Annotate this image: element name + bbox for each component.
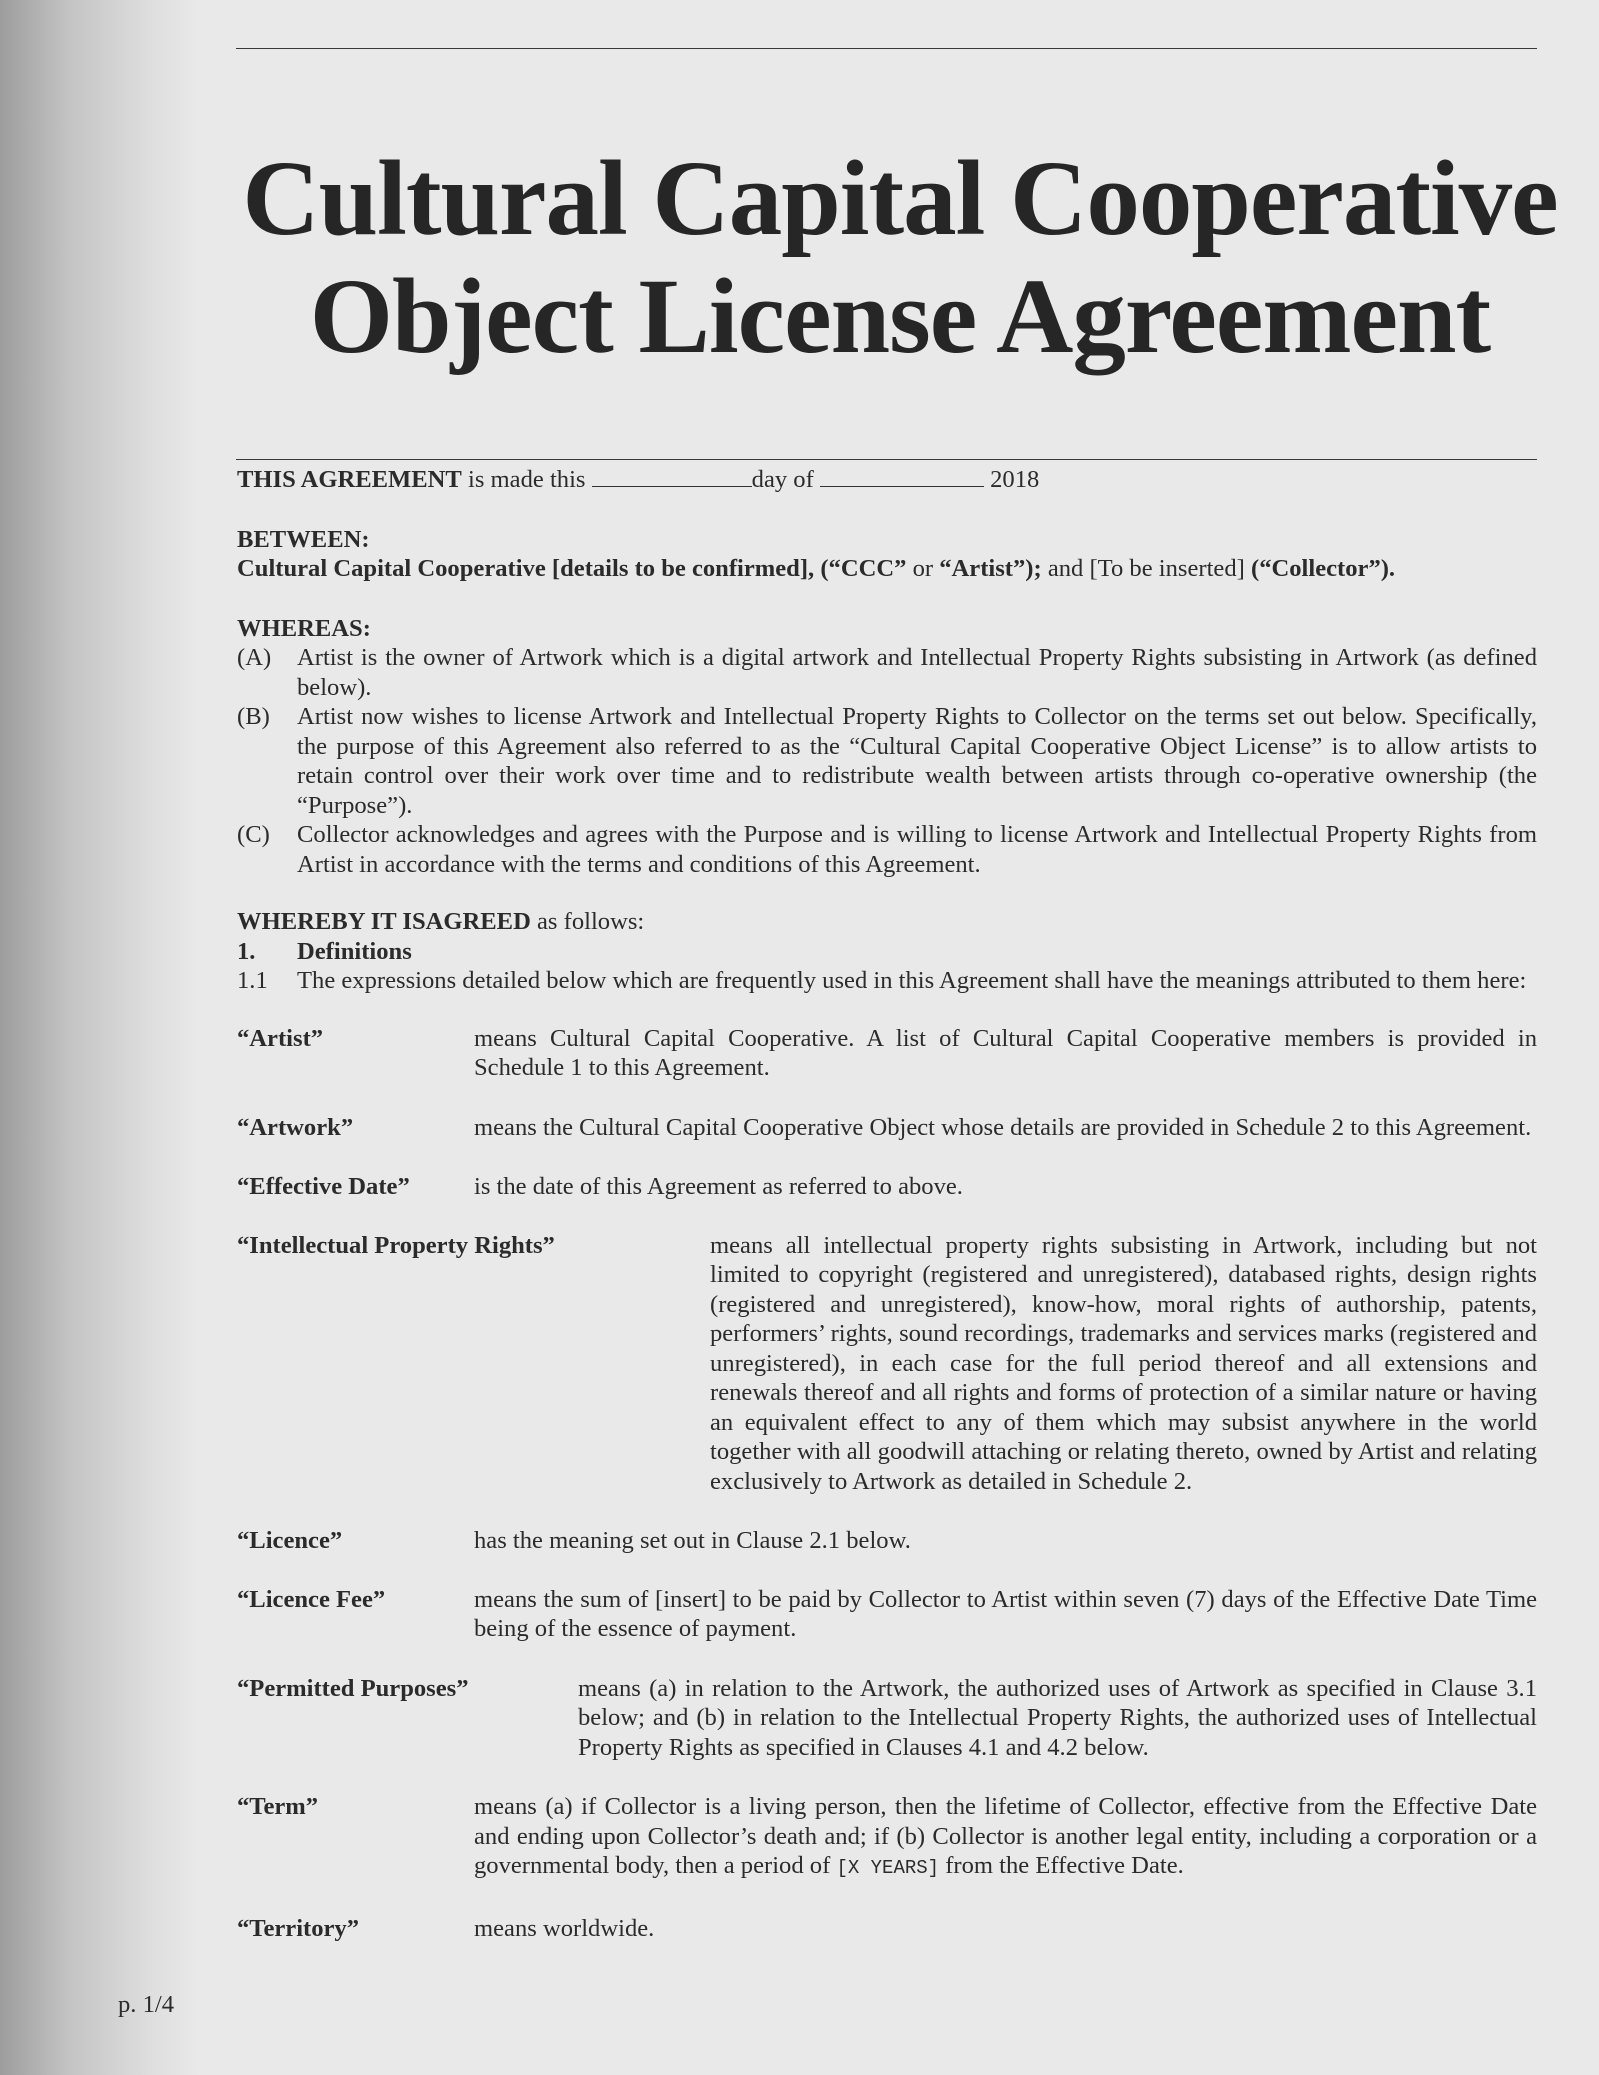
definition-term: “Permitted Purposes” (237, 1674, 469, 1702)
between-heading: BETWEEN: (237, 525, 370, 553)
definition-meaning: means the sum of [insert] to be paid by Collector to Artist within seven (7) days of the Effective Date Time being of the essence of payment. (474, 1585, 1537, 1642)
party-and: and [To be inserted] (1047, 555, 1245, 582)
section-heading (237, 937, 1537, 967)
recital (237, 820, 1537, 879)
definition-term: “Effective Date” (237, 1173, 410, 1200)
definition-artist (237, 1024, 1537, 1083)
definition-meaning: is the date of this Agreement as referred to above. (474, 1173, 963, 1200)
recital (237, 643, 1537, 702)
definition-term-period (237, 1792, 1537, 1884)
definition-territory (237, 1914, 1537, 1944)
day-blank (592, 464, 752, 487)
agreement-year: 2018 (990, 466, 1040, 493)
definition-term: “Intellectual Property Rights” (237, 1231, 555, 1259)
recital-text: Collector acknowledges and agrees with the Purpose and is willing to license Artwork and Intellectual Property Rights from Artist in accordance with the terms and conditions of this Agreement. (297, 821, 1537, 878)
definition-term: “Licence” (237, 1527, 343, 1554)
definition-term: “Artwork” (237, 1113, 354, 1141)
page-number: p. 1/4 (118, 1991, 175, 2018)
party-collector: (“Collector”). (1251, 555, 1396, 582)
definition-meaning: means all intellectual property rights subsisting in Artwork, including but not limited to copyright (registered and unregistered), databased rights, design rights (registered and unregistered), know-how, moral rights of authorship, patents, performers’ rights, sound recordings, trademarks and services marks (registered and unregistered), in each case for the full period thereof and all extensions and renewals thereof and all rights and forms of protection of a similar nature or having an equivalent effect to any of them which may subsist anywhere in the world together with all goodwill attaching or relating thereto, owned by Artist and relating exclusively to Artwork as detailed in Schedule 2. (710, 1231, 1537, 1495)
whereby-section (237, 907, 1537, 996)
definition-meaning: has the meaning set out in Clause 2.1 below. (474, 1527, 911, 1554)
definition-licence (237, 1526, 1537, 1556)
clause-number: 1.1 (237, 967, 268, 994)
definition-artwork (237, 1113, 1537, 1143)
title-line-2: Object License Agreement (309, 258, 1491, 376)
title-rule (236, 459, 1537, 460)
between-parties (237, 554, 1537, 584)
definition-meaning (474, 1792, 1537, 1884)
recital-text: Artist is the owner of Artwork which is a digital artwork and Intellectual Property Rights subsisting in Artwork (as defined below). (297, 644, 1537, 701)
whereas-heading: WHEREAS: (237, 614, 371, 642)
whereby-rest: as follows: (537, 908, 645, 935)
clause-1-1 (237, 966, 1537, 996)
agreement-lead: THIS AGREEMENT (237, 466, 462, 493)
agreement-body (237, 462, 1537, 1943)
agreement-text-2: day of (751, 466, 814, 493)
between-section (237, 525, 1537, 584)
definition-term: “Term” (237, 1793, 319, 1820)
document-title (200, 140, 1599, 376)
recital-text: Artist now wishes to license Artwork and Intellectual Property Rights to Collector on the terms set out below. Specifically, the purpose of this Agreement also referred to as the “Cultural Capital Cooperative Object License” is to allow artists to retain control over their work over time and to redistribute wealth between artists through co-operative ownership (the “Purpose”). (297, 703, 1537, 819)
top-rule (236, 48, 1537, 49)
agreement-date-line (237, 464, 1537, 495)
whereas-section (237, 614, 1537, 880)
years-placeholder: [X YEARS] (836, 1857, 940, 1879)
party-ccc: Cultural Capital Cooperative [details to be confirmed], (“CCC” (237, 555, 907, 582)
recital (237, 702, 1537, 820)
month-blank (820, 464, 984, 487)
recital-label: (C) (237, 821, 270, 848)
agreement-text-1: is made this (467, 466, 586, 493)
definition-licence-fee (237, 1585, 1537, 1644)
definition-meaning: means (a) in relation to the Artwork, the authorized uses of Artwork as specified in Clause 3.1 below; and (b) in relation to the Intellectual Property Rights, the authorized uses of Intellectual Property Rights as specified in Clauses 4.1 and 4.2 below. (578, 1674, 1537, 1761)
definition-effective-date (237, 1172, 1537, 1202)
title-line-1: Cultural Capital Cooperative (242, 140, 1558, 258)
definition-term: “Licence Fee” (237, 1585, 386, 1613)
term-meaning-b: from the Effective Date. (945, 1852, 1184, 1879)
recital-label: (A) (237, 644, 272, 671)
definition-term: “Territory” (237, 1914, 360, 1942)
definition-meaning: means worldwide. (474, 1914, 655, 1942)
definition-meaning: means the Cultural Capital Cooperative Object whose details are provided in Schedule 2 to this Agreement. (474, 1113, 1532, 1141)
section-number: 1. (237, 937, 256, 965)
whereby-bold: WHEREBY IT ISAGREED (237, 908, 531, 935)
party-artist: “Artist”); (939, 555, 1042, 582)
definition-ipr (237, 1231, 1537, 1497)
whereby-line (237, 907, 1537, 937)
recital-label: (B) (237, 703, 270, 730)
clause-text: The expressions detailed below which are frequently used in this Agreement shall have the meanings attributed to them here: (297, 967, 1527, 994)
definition-meaning: means Cultural Capital Cooperative. A list of Cultural Capital Cooperative members is provided in Schedule 1 to this Agreement. (474, 1024, 1537, 1081)
party-or: or (912, 555, 934, 582)
term-meaning-a: means (a) if Collector is a living person, then the lifetime of Collector, effective from the Effective Date and ending upon Collector’s death and; if (b) Collector is another legal entity, including a corporation or a governmental body, then a period of (474, 1793, 1537, 1879)
definition-term: “Artist” (237, 1024, 324, 1052)
section-title: Definitions (297, 937, 412, 965)
definitions-list (237, 1024, 1537, 1944)
definition-permitted-purposes (237, 1674, 1537, 1763)
